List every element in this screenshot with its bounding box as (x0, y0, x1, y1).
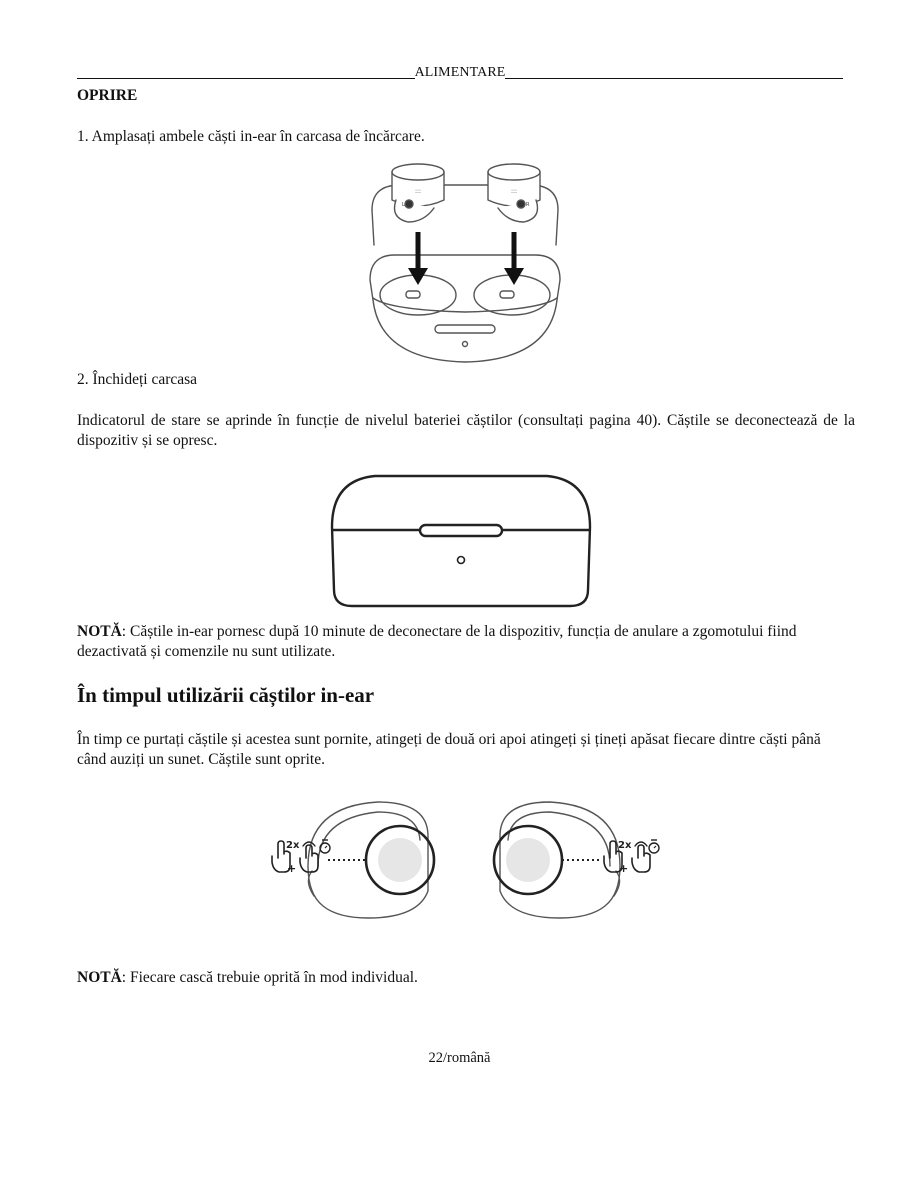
down-arrow-right-icon (504, 232, 524, 285)
status-paragraph: Indicatorul de stare se aprinde în funcție de nivelul bateriei căștilor (consultați pagina 40). Căștile se deconectează de la dispozitiv și se opresc. (77, 412, 855, 449)
subheading: În timpul utilizării căștilor in-ear (77, 683, 375, 707)
usage-paragraph: În timp ce purtați căștile și acestea sunt pornite, atingeți de două ori apoi atingeți și țineți apăsat fiecare dintre căști până când auziți un sunet. Căștile sunt oprite. (77, 731, 821, 768)
left-earbud (392, 164, 444, 222)
step-2-text: 2. Închideți carcasa (77, 371, 198, 388)
closed-case-illustration (330, 472, 592, 610)
svg-text:L: L (402, 202, 405, 208)
header-rule-left (77, 78, 415, 79)
page-footer: 22/română (428, 1050, 491, 1066)
note-2 (77, 968, 418, 988)
right-earbud (488, 164, 540, 222)
down-arrow-left-icon (408, 232, 428, 285)
page-header (77, 64, 843, 82)
note-2-text: : Fiecare cască trebuie oprită în mod individual. (121, 969, 418, 986)
svg-text:+: + (287, 862, 297, 875)
double-tap-icon-left (272, 840, 300, 875)
svg-text:R: R (526, 202, 530, 208)
svg-text::::: ::: (510, 188, 518, 195)
note-1 (77, 622, 837, 662)
section-title: OPRIRE (77, 87, 138, 104)
header-title: ALIMENTARE (414, 65, 506, 80)
earbuds-into-case-illustration (360, 160, 570, 370)
double-tap-icon-right (604, 840, 632, 875)
note-1-text: : Căștile in-ear pornesc după 10 minute de deconectare de la dispozitiv, funcția de anulare a zgomotului fiind dezactivată și comenzile nu sunt utilizate. (77, 623, 797, 660)
svg-text:2x: 2x (618, 840, 632, 851)
note-2-label: NOTĂ (77, 969, 122, 986)
header-rule-right (505, 78, 843, 79)
svg-text:+: + (619, 862, 629, 875)
right-earbud-side-view (494, 802, 620, 918)
tap-hold-icon-left (300, 840, 330, 872)
tap-hold-icon-right (632, 840, 659, 872)
svg-text:2x: 2x (286, 840, 300, 851)
step-1-text: 1. Amplasați ambele căști in-ear în carcasa de încărcare. (77, 128, 425, 145)
note-1-label: NOTĂ (77, 623, 122, 640)
earbud-gesture-illustration (268, 796, 660, 922)
svg-text::::: ::: (414, 188, 422, 195)
left-earbud-side-view (308, 802, 434, 918)
